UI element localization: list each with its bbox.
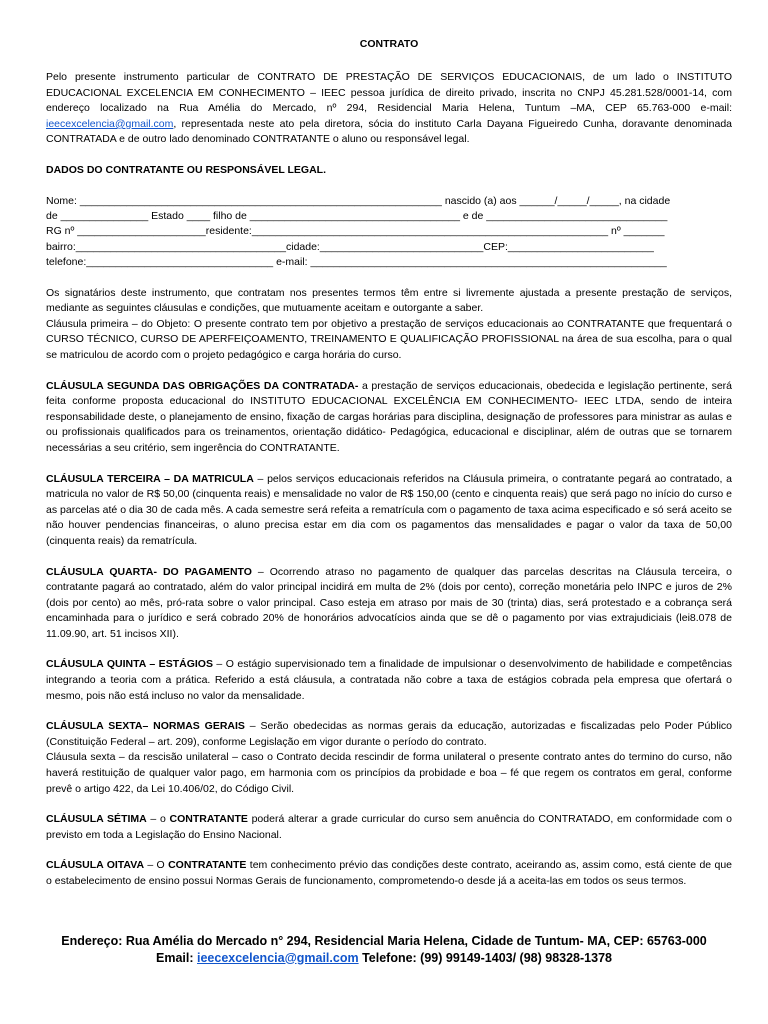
footer-email-link[interactable]: ieecexcelencia@gmail.com bbox=[197, 950, 359, 965]
clause-six-heading: CLÁUSULA SEXTA– NORMAS GERAIS bbox=[46, 720, 245, 733]
clause-six-rescission-paragraph: Cláusula sexta – da rescisão unilateral – caso o Contrato decida rescindir de forma unilateral o presente contrato antes do termino do curso, não haverá restituição de qualquer valor pago, em harmonia com os princípios da probidade e boa – fé que regem os contratos em geral, conforme prevê o artigo 422, da Lei 10.406/02, do Código Civil. bbox=[46, 751, 732, 795]
clause-four-body: – Ocorrendo atraso no pagamento de qualquer das parcelas descritas na Cláusula terceira, o contratante pagará ao contratado, além do valor principal incidirá em multa de 2% (dois por cento), correção monetária pelo INPC e juros de 2% (dois por cento) ao mês, pró-rata sobre o valor principal. Caso esteja em atraso por mais de 30 (trinta) dias, será protestado e a cobrança será encaminhada para o jurídico e será cobrado 20% de honorários advocatícios ainda que se dê o pagamento por vias extrajudiciais (lei8.078 de 11.09.90, art. 51 incisos XII). bbox=[46, 565, 732, 640]
clause-three-paragraph bbox=[46, 472, 732, 550]
form-line-name[interactable]: Nome: ______________________________________________________________ nascido (a) aos ______/_____/_____, na cidade bbox=[46, 194, 671, 207]
clause-eight-contratante: CONTRATANTE bbox=[168, 859, 247, 872]
clause-three-heading: CLÁUSULA TERCEIRA – DA MATRICULA bbox=[46, 472, 254, 485]
clause-eight-body: tem conhecimento prévio das condições deste contrato, aceirando as, assim como, está ciente de que o estabelecimento de ensino possui Normas Gerais de funcionamento, comprometendo-o desde já a aceita-las em todos os seus termos. bbox=[46, 859, 733, 887]
clause-two-body: a prestação de serviços educacionais, obedecida e legislação pertinente, será feita conforme proposta educacional do INSTITUTO EDUCACIONAL EXCELÊNCIA EM CONHECIMENTO- IEEC LTDA, sendo de inteira responsabilidade deste, o planejamento de ensino, fixação de cargas horárias para disciplina, designação de professores para ministrar as aulas e ou profissionais qualificados para os treinamentos, orientação didático- Pedagógica, educacional e disciplinar, além de outras que se tornarem necessárias a seu critério, sem ingerência do CONTRATANTE. bbox=[46, 379, 732, 454]
clause-seven-contratante: CONTRATANTE bbox=[169, 813, 248, 826]
clause-five-heading: CLÁUSULA QUINTA – ESTÁGIOS bbox=[46, 658, 213, 671]
clause-two-heading: CLÁUSULA SEGUNDA DAS OBRIGAÇÕES DA CONTRATADA- bbox=[46, 379, 359, 392]
intro-email-link[interactable]: ieecexcelencia@gmail.com bbox=[46, 117, 174, 130]
clause-six-paragraph bbox=[46, 719, 732, 750]
form-line-parents[interactable]: de _______________ Estado ____ filho de ____________________________________ e de _______________________________ bbox=[46, 209, 668, 222]
clause-five-paragraph bbox=[46, 657, 732, 704]
footer-contact bbox=[0, 950, 768, 967]
clause-four-paragraph bbox=[46, 565, 732, 643]
clause-three-body: – pelos serviços educacionais referidos na Cláusula primeira, o contratante pegará ao contratado, a matricula no valor de R$ 50,00 (cinquenta reais) e mensalidade no valor de R$ 150,00 (cento e cinquenta reais) que será pago no início do curso e as parcelas até o dia 30 de cada mês. A cada semestre será refeita a rematrícula com o pagamento de taxa acima especificado e só será aceito se não houver pendencias financeiras, o aluno precisa estar em dia com os pagamentos das mensalidades e pagar o valor da taxa de 50,00 (cinquenta reais) da rematrícula. bbox=[46, 472, 733, 547]
clause-eight-connector: – O bbox=[144, 859, 169, 872]
clause-two-paragraph bbox=[46, 379, 732, 457]
intro-text-1: Pelo presente instrumento particular de CONTRATO DE PRESTAÇÃO DE SERVIÇOS EDUCACIONAIS, de um lado o INSTITUTO EDUCACIONAL EXCELENCIA EM CONHECIMENTO – IEEC pessoa jurídica de direito privado, inscrita no CNPJ 45.281.528/0001-14, com endereço localizado na Rua Amélia do Mercado, nº 294, Residencial Maria Helena, Tuntum –MA, CEP 65.763-000 e-mail: bbox=[46, 71, 732, 115]
form-line-contact[interactable]: telefone:________________________________ e-mail: _____________________________________________________________ bbox=[46, 256, 667, 269]
clause-four-heading: CLÁUSULA QUARTA- DO PAGAMENTO bbox=[46, 565, 252, 578]
clause-seven-paragraph bbox=[46, 812, 732, 843]
form-line-rg-address[interactable]: RG nº ______________________residente:_____________________________________________________________ nº _______ bbox=[46, 225, 665, 238]
document-title: CONTRATO bbox=[359, 38, 419, 50]
clause-seven-heading: CLÁUSULA SÉTIMA bbox=[46, 813, 147, 826]
clause-eight-heading: CLÁUSULA OITAVA bbox=[46, 859, 145, 872]
intro-paragraph bbox=[46, 70, 732, 148]
section-heading: DADOS DO CONTRATANTE OU RESPONSÁVEL LEGAL. bbox=[46, 163, 327, 176]
signatories-paragraph: Os signatários deste instrumento, que contratam nos presentes termos têm entre si livremente ajustada a presente prestação de serviços, mediante as seguintes cláusulas e condições, que mutuamente aceitam e outorgante a saber. bbox=[46, 286, 732, 315]
footer-email-label: Email: bbox=[156, 950, 197, 965]
clause-seven-body: poderá alterar a grade curricular do curso sem anuência do CONTRATADO, em conformidade com o previsto em toda a Legislação do Ensino Nacional. bbox=[46, 813, 732, 841]
contract-page bbox=[46, 38, 732, 890]
footer-phone: Telefone: (99) 99149-1403/ (98) 98328-1378 bbox=[358, 950, 612, 965]
intro-text-2: , representada neste ato pela diretora, sócia do instituto Carla Dayana Figueiredo Cunha, doravante denominada CONTRATADA e de outro lado denominado CONTRATANTE o aluno ou responsável legal. bbox=[46, 117, 732, 146]
clause-six-body: – Serão obedecidas as normas gerais da educação, autorizadas e fiscalizadas pelo Poder Público (Constituição Federal – art. 209), conforme Legislação em vigor durante o período do contrato. bbox=[46, 720, 732, 748]
footer-address: Endereço: Rua Amélia do Mercado n° 294, Residencial Maria Helena, Cidade de Tuntum- MA, CEP: 65763-000 bbox=[61, 934, 707, 948]
clause-one-paragraph: Cláusula primeira – do Objeto: O presente contrato tem por objetivo a prestação de serviços educacionais ao CONTRATANTE que frequentará o CURSO TÉCNICO, CURSO DE APERFEIÇOAMENTO, TREINAMENTO E QUALIFICAÇÃO PROFISSIONAL na área de sua escolha, para o qual se matriculou de acordo com o projeto pedagógico e carga horária do curso. bbox=[46, 317, 732, 361]
page-footer bbox=[0, 933, 768, 966]
clause-seven-connector: – o bbox=[146, 813, 170, 826]
clause-eight-paragraph bbox=[46, 858, 732, 889]
form-line-neighborhood[interactable]: bairro:____________________________________cidade:____________________________CEP:_________________________ bbox=[46, 240, 654, 253]
clause-five-body: – O estágio supervisionado tem a finalidade de impulsionar o desenvolvimento de habilidade e competências integrando a teoria com a prática. Referido a está cláusula, a contratada não cobre a taxa de estágios cobrada pela empresa que ofertará o mesmo, pois não está incluso no valor da mensalidade. bbox=[46, 658, 732, 702]
